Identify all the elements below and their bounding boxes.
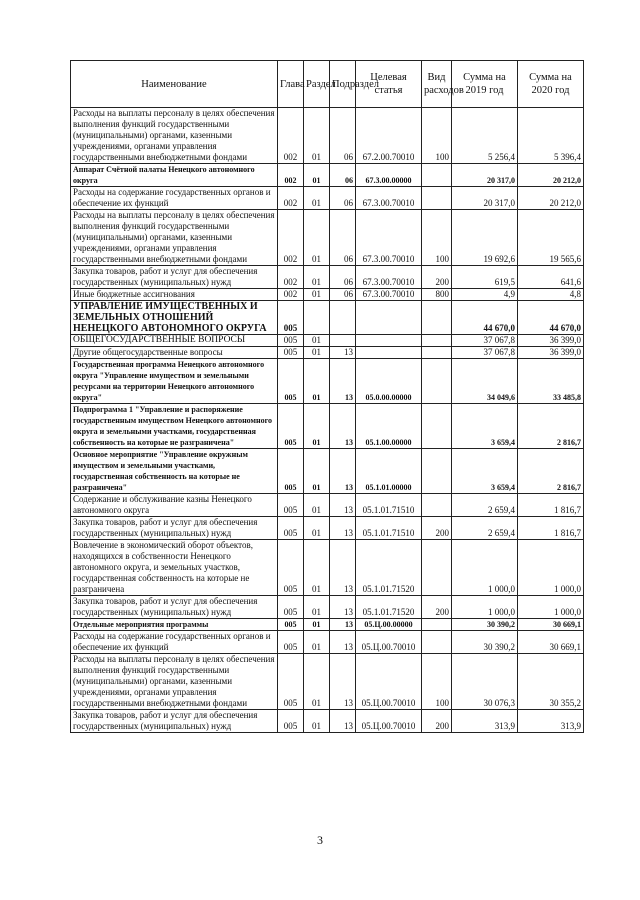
row-target-cell: 05.Ц.00.70010	[356, 654, 422, 710]
row-chapter-cell: 005	[278, 494, 304, 517]
row-expense-type-cell	[422, 164, 452, 187]
row-sum-2020-cell: 2 816,7	[518, 404, 584, 449]
table-row	[71, 266, 584, 289]
row-subsection-cell: 06	[330, 108, 356, 164]
table-row	[71, 289, 584, 301]
row-sum-2020-cell: 19 565,6	[518, 210, 584, 266]
table-row	[71, 631, 584, 654]
table-row	[71, 347, 584, 359]
row-expense-type-cell: 100	[422, 654, 452, 710]
row-section-cell: 01	[304, 404, 330, 449]
table-row	[71, 540, 584, 596]
row-expense-type-cell	[422, 404, 452, 449]
table-row	[71, 404, 584, 449]
row-expense-type-cell: 100	[422, 108, 452, 164]
table-row	[71, 710, 584, 733]
row-chapter-cell: 005	[278, 449, 304, 494]
row-section-cell: 01	[304, 187, 330, 210]
row-subsection-cell: 13	[330, 494, 356, 517]
row-name-cell: Другие общегосударственные вопросы	[71, 347, 278, 359]
row-subsection-cell	[330, 301, 356, 335]
row-sum-2020-cell: 1 000,0	[518, 596, 584, 619]
row-name-cell: Подпрограмма 1 "Управление и распоряжение государственным имуществом Ненецкого автономного округа и земельными участками, государственная собственность на которые не разграничена"	[71, 404, 278, 449]
row-section-cell: 01	[304, 494, 330, 517]
header-chapter: Глава	[278, 61, 304, 108]
row-subsection-cell: 13	[330, 517, 356, 540]
row-target-cell: 05.1.01.71520	[356, 540, 422, 596]
row-chapter-cell: 005	[278, 359, 304, 404]
row-target-cell: 05.0.00.00000	[356, 359, 422, 404]
row-name-cell: Расходы на выплаты персоналу в целях обеспечения выполнения функций государственными (муниципальными) органами, казенными учреждениями, органами управления государственными внебюджетными фондами	[71, 108, 278, 164]
table-row	[71, 494, 584, 517]
table-row	[71, 449, 584, 494]
row-sum-2019-cell: 30 390,2	[452, 631, 518, 654]
row-target-cell: 05.1.01.71510	[356, 494, 422, 517]
table-row	[71, 596, 584, 619]
row-sum-2020-cell: 33 485,8	[518, 359, 584, 404]
row-chapter-cell: 002	[278, 210, 304, 266]
row-name-cell: Расходы на содержание государственных органов и обеспечение их функций	[71, 631, 278, 654]
row-expense-type-cell	[422, 301, 452, 335]
row-name-cell: Основное мероприятие "Управление окружным имуществом и земельными участками, государственная собственность на которые не разграничена"	[71, 449, 278, 494]
row-subsection-cell: 06	[330, 187, 356, 210]
row-target-cell: 67.3.00.00000	[356, 164, 422, 187]
row-name-cell: Закупка товаров, работ и услуг для обеспечения государственных (муниципальных) нужд	[71, 710, 278, 733]
row-chapter-cell: 005	[278, 517, 304, 540]
row-sum-2019-cell: 313,9	[452, 710, 518, 733]
row-subsection-cell	[330, 335, 356, 347]
row-section-cell: 01	[304, 596, 330, 619]
row-target-cell: 05.1.00.00000	[356, 404, 422, 449]
row-sum-2019-cell: 37 067,8	[452, 335, 518, 347]
row-target-cell: 67.3.00.70010	[356, 210, 422, 266]
row-subsection-cell: 13	[330, 631, 356, 654]
row-name-cell: Расходы на выплаты персоналу в целях обеспечения выполнения функций государственными (муниципальными) органами, казенными учреждениями, органами управления государственными внебюджетными фондами	[71, 210, 278, 266]
row-chapter-cell: 002	[278, 289, 304, 301]
row-target-cell: 05.Ц.00.70010	[356, 631, 422, 654]
row-section-cell: 01	[304, 359, 330, 404]
row-sum-2020-cell: 44 670,0	[518, 301, 584, 335]
row-chapter-cell: 002	[278, 266, 304, 289]
row-section-cell: 01	[304, 654, 330, 710]
row-chapter-cell: 005	[278, 347, 304, 359]
row-sum-2020-cell: 30 355,2	[518, 654, 584, 710]
row-sum-2020-cell: 5 396,4	[518, 108, 584, 164]
header-section: Раздел	[304, 61, 330, 108]
table-row	[71, 210, 584, 266]
row-expense-type-cell	[422, 335, 452, 347]
row-chapter-cell: 005	[278, 540, 304, 596]
row-sum-2019-cell: 30 076,3	[452, 654, 518, 710]
row-expense-type-cell	[422, 494, 452, 517]
row-name-cell: Закупка товаров, работ и услуг для обеспечения государственных (муниципальных) нужд	[71, 596, 278, 619]
row-target-cell: 67.3.00.70010	[356, 187, 422, 210]
row-section-cell	[304, 301, 330, 335]
row-sum-2020-cell: 36 399,0	[518, 347, 584, 359]
row-name-cell: Иные бюджетные ассигнования	[71, 289, 278, 301]
row-expense-type-cell	[422, 359, 452, 404]
row-subsection-cell: 06	[330, 289, 356, 301]
row-sum-2019-cell: 1 000,0	[452, 596, 518, 619]
row-subsection-cell: 13	[330, 654, 356, 710]
header-expense-type: Вид расходов	[422, 61, 452, 108]
table-row	[71, 619, 584, 631]
row-section-cell: 01	[304, 335, 330, 347]
row-name-cell: Закупка товаров, работ и услуг для обеспечения государственных (муниципальных) нужд	[71, 266, 278, 289]
row-target-cell: 05.1.01.00000	[356, 449, 422, 494]
row-sum-2019-cell: 20 317,0	[452, 164, 518, 187]
budget-table-page	[70, 60, 583, 733]
row-expense-type-cell: 200	[422, 710, 452, 733]
row-chapter-cell: 005	[278, 596, 304, 619]
row-section-cell: 01	[304, 164, 330, 187]
table-row	[71, 187, 584, 210]
row-chapter-cell: 002	[278, 164, 304, 187]
row-subsection-cell: 06	[330, 210, 356, 266]
row-sum-2020-cell: 1 000,0	[518, 540, 584, 596]
table-row	[71, 301, 584, 335]
row-sum-2019-cell: 3 659,4	[452, 404, 518, 449]
row-name-cell: Расходы на содержание государственных органов и обеспечение их функций	[71, 187, 278, 210]
header-sum-2019: Сумма на 2019 год	[452, 61, 518, 108]
row-chapter-cell: 005	[278, 654, 304, 710]
row-sum-2019-cell: 19 692,6	[452, 210, 518, 266]
row-sum-2019-cell: 37 067,8	[452, 347, 518, 359]
row-section-cell: 01	[304, 517, 330, 540]
row-name-cell: Государственная программа Ненецкого автономного округа "Управление имуществом и земельными ресурсами на территории Ненецкого автономного округа"	[71, 359, 278, 404]
header-sum-2020: Сумма на 2020 год	[518, 61, 584, 108]
row-chapter-cell: 005	[278, 335, 304, 347]
row-target-cell: 67.3.00.70010	[356, 266, 422, 289]
row-chapter-cell: 002	[278, 187, 304, 210]
row-name-cell: Расходы на выплаты персоналу в целях обеспечения выполнения функций государственными (муниципальными) органами, казенными учреждениями, органами управления государственными внебюджетными фондами	[71, 654, 278, 710]
row-sum-2020-cell: 30 669,1	[518, 631, 584, 654]
row-subsection-cell: 13	[330, 359, 356, 404]
row-subsection-cell: 13	[330, 540, 356, 596]
table-row	[71, 359, 584, 404]
row-target-cell: 05.Ц.00.00000	[356, 619, 422, 631]
row-sum-2019-cell: 3 659,4	[452, 449, 518, 494]
row-sum-2020-cell: 36 399,0	[518, 335, 584, 347]
table-body	[71, 108, 584, 733]
row-sum-2019-cell: 20 317,0	[452, 187, 518, 210]
table-row	[71, 517, 584, 540]
table-row	[71, 164, 584, 187]
row-sum-2020-cell: 4,8	[518, 289, 584, 301]
row-sum-2019-cell: 44 670,0	[452, 301, 518, 335]
row-expense-type-cell: 100	[422, 210, 452, 266]
row-expense-type-cell: 200	[422, 517, 452, 540]
row-name-cell: Закупка товаров, работ и услуг для обеспечения государственных (муниципальных) нужд	[71, 517, 278, 540]
row-sum-2019-cell: 2 659,4	[452, 494, 518, 517]
row-expense-type-cell: 200	[422, 266, 452, 289]
row-sum-2020-cell: 1 816,7	[518, 494, 584, 517]
row-expense-type-cell: 200	[422, 596, 452, 619]
row-target-cell: 67.3.00.70010	[356, 289, 422, 301]
page-number: 3	[317, 833, 323, 847]
row-target-cell	[356, 347, 422, 359]
row-expense-type-cell	[422, 449, 452, 494]
row-sum-2020-cell: 1 816,7	[518, 517, 584, 540]
header-subsection: Подраздел	[330, 61, 356, 108]
row-target-cell: 05.1.01.71510	[356, 517, 422, 540]
row-section-cell: 01	[304, 631, 330, 654]
row-chapter-cell: 005	[278, 404, 304, 449]
row-subsection-cell: 13	[330, 596, 356, 619]
row-target-cell	[356, 335, 422, 347]
row-subsection-cell: 13	[330, 710, 356, 733]
table-header-row	[71, 61, 584, 108]
row-sum-2020-cell: 641,6	[518, 266, 584, 289]
row-section-cell: 01	[304, 710, 330, 733]
row-sum-2019-cell: 5 256,4	[452, 108, 518, 164]
row-target-cell: 67.2.00.70010	[356, 108, 422, 164]
row-subsection-cell: 13	[330, 619, 356, 631]
row-sum-2020-cell: 30 669,1	[518, 619, 584, 631]
row-subsection-cell: 13	[330, 404, 356, 449]
table-row	[71, 335, 584, 347]
row-name-cell: Вовлечение в экономический оборот объектов, находящихся в собственности Ненецкого автономного округа, и земельных участков, государственная собственность на которые не разграничена	[71, 540, 278, 596]
row-chapter-cell: 005	[278, 301, 304, 335]
row-sum-2019-cell: 30 390,2	[452, 619, 518, 631]
row-sum-2019-cell: 619,5	[452, 266, 518, 289]
row-section-cell: 01	[304, 449, 330, 494]
row-expense-type-cell	[422, 347, 452, 359]
row-expense-type-cell	[422, 631, 452, 654]
budget-table	[70, 60, 584, 733]
row-sum-2020-cell: 20 212,0	[518, 187, 584, 210]
row-section-cell: 01	[304, 108, 330, 164]
row-subsection-cell: 06	[330, 164, 356, 187]
row-section-cell: 01	[304, 540, 330, 596]
row-target-cell	[356, 301, 422, 335]
row-section-cell: 01	[304, 266, 330, 289]
row-subsection-cell: 06	[330, 266, 356, 289]
row-subsection-cell: 13	[330, 347, 356, 359]
row-name-cell: ОБЩЕГОСУДАРСТВЕННЫЕ ВОПРОСЫ	[71, 335, 278, 347]
header-target-article: Целевая статья	[356, 61, 422, 108]
row-subsection-cell: 13	[330, 449, 356, 494]
header-name: Наименование	[71, 61, 278, 108]
row-expense-type-cell	[422, 540, 452, 596]
row-section-cell: 01	[304, 210, 330, 266]
row-section-cell: 01	[304, 619, 330, 631]
row-sum-2019-cell: 1 000,0	[452, 540, 518, 596]
row-expense-type-cell: 800	[422, 289, 452, 301]
row-chapter-cell: 005	[278, 619, 304, 631]
row-sum-2019-cell: 2 659,4	[452, 517, 518, 540]
row-sum-2019-cell: 34 049,6	[452, 359, 518, 404]
row-chapter-cell: 005	[278, 710, 304, 733]
table-row	[71, 654, 584, 710]
row-sum-2020-cell: 2 816,7	[518, 449, 584, 494]
row-target-cell: 05.1.01.71520	[356, 596, 422, 619]
row-name-cell: УПРАВЛЕНИЕ ИМУЩЕСТВЕННЫХ И ЗЕМЕЛЬНЫХ ОТНОШЕНИЙ НЕНЕЦКОГО АВТОНОМНОГО ОКРУГА	[71, 301, 278, 335]
row-name-cell: Отдельные мероприятия программы	[71, 619, 278, 631]
row-target-cell: 05.Ц.00.70010	[356, 710, 422, 733]
row-section-cell: 01	[304, 347, 330, 359]
row-expense-type-cell	[422, 187, 452, 210]
row-sum-2019-cell: 4,9	[452, 289, 518, 301]
row-chapter-cell: 005	[278, 631, 304, 654]
row-chapter-cell: 002	[278, 108, 304, 164]
table-row	[71, 108, 584, 164]
row-sum-2020-cell: 20 212,0	[518, 164, 584, 187]
row-expense-type-cell	[422, 619, 452, 631]
row-sum-2020-cell: 313,9	[518, 710, 584, 733]
row-section-cell: 01	[304, 289, 330, 301]
row-name-cell: Аппарат Счётной палаты Ненецкого автономного округа	[71, 164, 278, 187]
row-name-cell: Содержание и обслуживание казны Ненецкого автономного округа	[71, 494, 278, 517]
